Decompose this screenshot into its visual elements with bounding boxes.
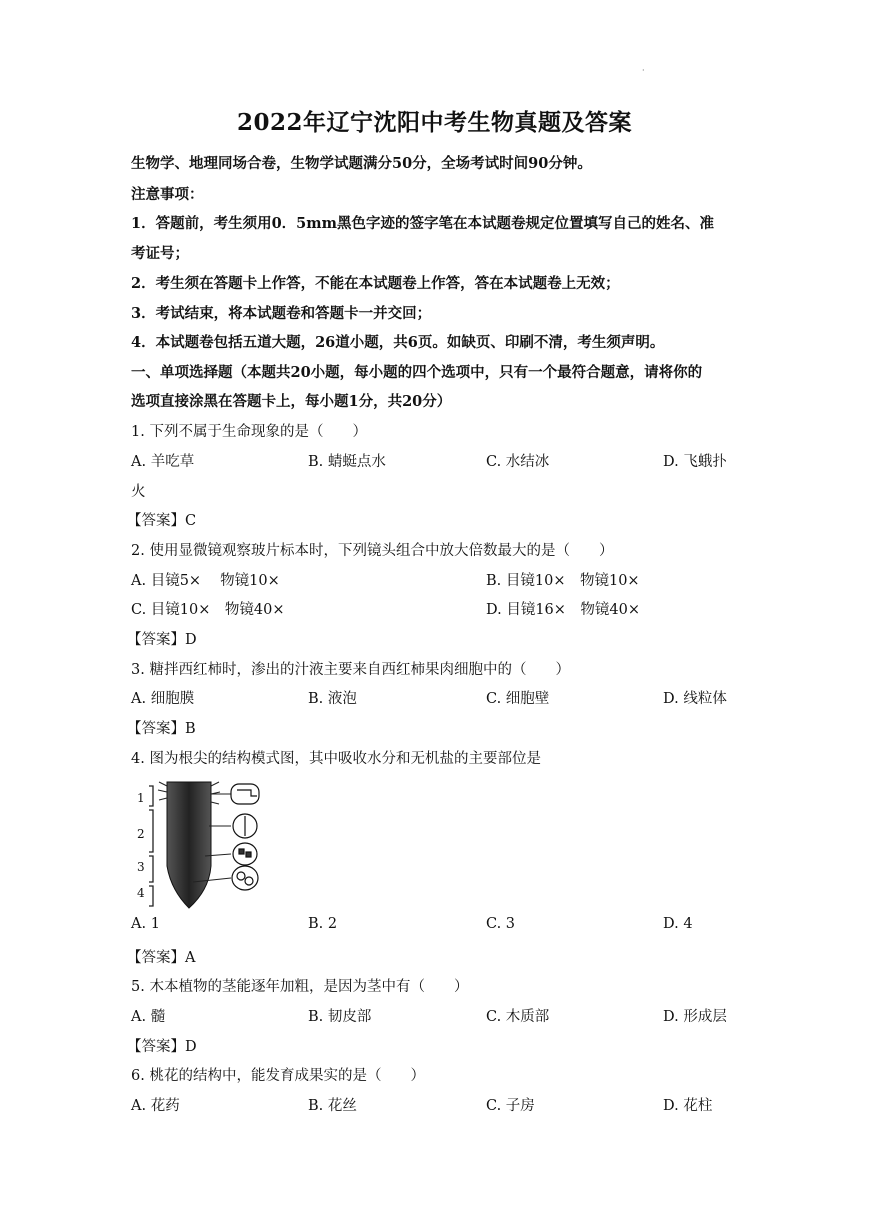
root-tip-body: [167, 782, 211, 908]
question-3-option-d: D. 线粒体: [663, 691, 727, 707]
question-4-option-d: D. 4: [663, 916, 693, 932]
question-6-option-c: C. 子房: [486, 1098, 535, 1114]
question-3-answer: 【答案】B: [127, 721, 196, 737]
question-4-stem: 4. 图为根尖的结构模式图，其中吸收水分和无机盐的主要部位是: [131, 751, 541, 767]
question-2-option-c: C. 目镜10× 物镜40×: [131, 602, 285, 618]
bracket-zone-1: [149, 786, 153, 806]
question-2-option-a: A. 目镜5× 物镜10×: [131, 573, 280, 589]
question-4-option-b: B. 2: [308, 916, 338, 932]
question-1-option-c: C. 水结冰: [486, 454, 550, 470]
notice-line-4: 4．本试题卷包括五道大题，26道小题，共6页。如缺页、印刷不清，考生须声明。: [131, 334, 665, 351]
question-5-option-a: A. 髓: [131, 1009, 166, 1025]
question-6-option-d: D. 花柱: [663, 1098, 713, 1114]
bracket-zone-4: [149, 886, 153, 906]
question-2-stem: 2. 使用显微镜观察玻片标本时，下列镜头组合中放大倍数最大的是（ ）: [131, 543, 614, 559]
section-heading: 一、单项选择题（本题共20小题，每小题的四个选项中，只有一个最符合题意，请将你的: [131, 364, 703, 381]
intro-text: 生物学、地理同场合卷，生物学试题满分50分，全场考试时间90分钟。: [131, 155, 592, 172]
root-tip-diagram: [131, 778, 271, 912]
question-6-stem: 6. 桃花的结构中，能发育成果实的是（ ）: [131, 1068, 425, 1084]
question-3-option-c: C. 细胞壁: [486, 691, 550, 707]
bracket-zone-2: [149, 810, 153, 852]
question-1-option-d-wrap: 火: [131, 484, 146, 500]
question-2-answer: 【答案】D: [127, 632, 197, 648]
figure-label-3: 3: [137, 860, 145, 874]
question-6-option-b: B. 花丝: [308, 1098, 357, 1114]
question-3-stem: 3. 糖拌西红柿时，渗出的汁液主要来自西红柿果肉细胞中的（ ）: [131, 662, 570, 678]
figure-label-1: 1: [137, 791, 145, 805]
question-3-option-b: B. 液泡: [308, 691, 357, 707]
question-1-stem: 1. 下列不属于生命现象的是（ ）: [131, 424, 367, 440]
notice-line-1-cont: 考证号；: [131, 245, 189, 262]
question-3-option-a: A. 细胞膜: [131, 691, 195, 707]
question-1-option-b: B. 蜻蜓点水: [308, 454, 386, 470]
question-5-option-b: B. 韧皮部: [308, 1009, 372, 1025]
notice-line-2: 2．考生须在答题卡上作答，不能在本试题卷上作答，答在本试题卷上无效；: [131, 275, 620, 292]
notice-heading: 注意事项：: [131, 186, 204, 203]
header-mark: ·: [642, 66, 645, 75]
section-heading-cont: 选项直接涂黑在答题卡上，每小题1分，共20分）: [131, 393, 452, 410]
notice-line-3: 3．考试结束，将本试题卷和答题卡一并交回；: [131, 305, 432, 322]
question-2-option-d: D. 目镜16× 物镜40×: [486, 602, 641, 618]
cell-insets: [231, 784, 259, 890]
notice-line-1: 1．答题前，考生须用0．5mm黑色字迹的签字笔在本试题卷规定位置填写自己的姓名、准: [131, 215, 714, 232]
question-4-option-c: C. 3: [486, 916, 516, 932]
question-5-option-d: D. 形成层: [663, 1009, 727, 1025]
question-4-answer: 【答案】A: [127, 950, 196, 966]
question-1-answer: 【答案】C: [127, 513, 197, 529]
figure-label-2: 2: [137, 827, 145, 841]
question-6-option-a: A. 花药: [131, 1098, 180, 1114]
question-1-option-d: D. 飞蛾扑: [663, 454, 727, 470]
question-2-option-b: B. 目镜10× 物镜10×: [486, 573, 640, 589]
question-5-answer: 【答案】D: [127, 1039, 197, 1055]
figure-label-4: 4: [137, 886, 145, 900]
question-4-option-a: A. 1: [131, 916, 160, 932]
bracket-zone-3: [149, 856, 153, 882]
question-5-option-c: C. 木质部: [486, 1009, 550, 1025]
question-1-option-a: A. 羊吃草: [131, 454, 195, 470]
question-5-stem: 5. 木本植物的茎能逐年加粗，是因为茎中有（ ）: [131, 979, 469, 995]
page-title: 2022年辽宁沈阳中考生物真题及答案: [236, 109, 632, 136]
